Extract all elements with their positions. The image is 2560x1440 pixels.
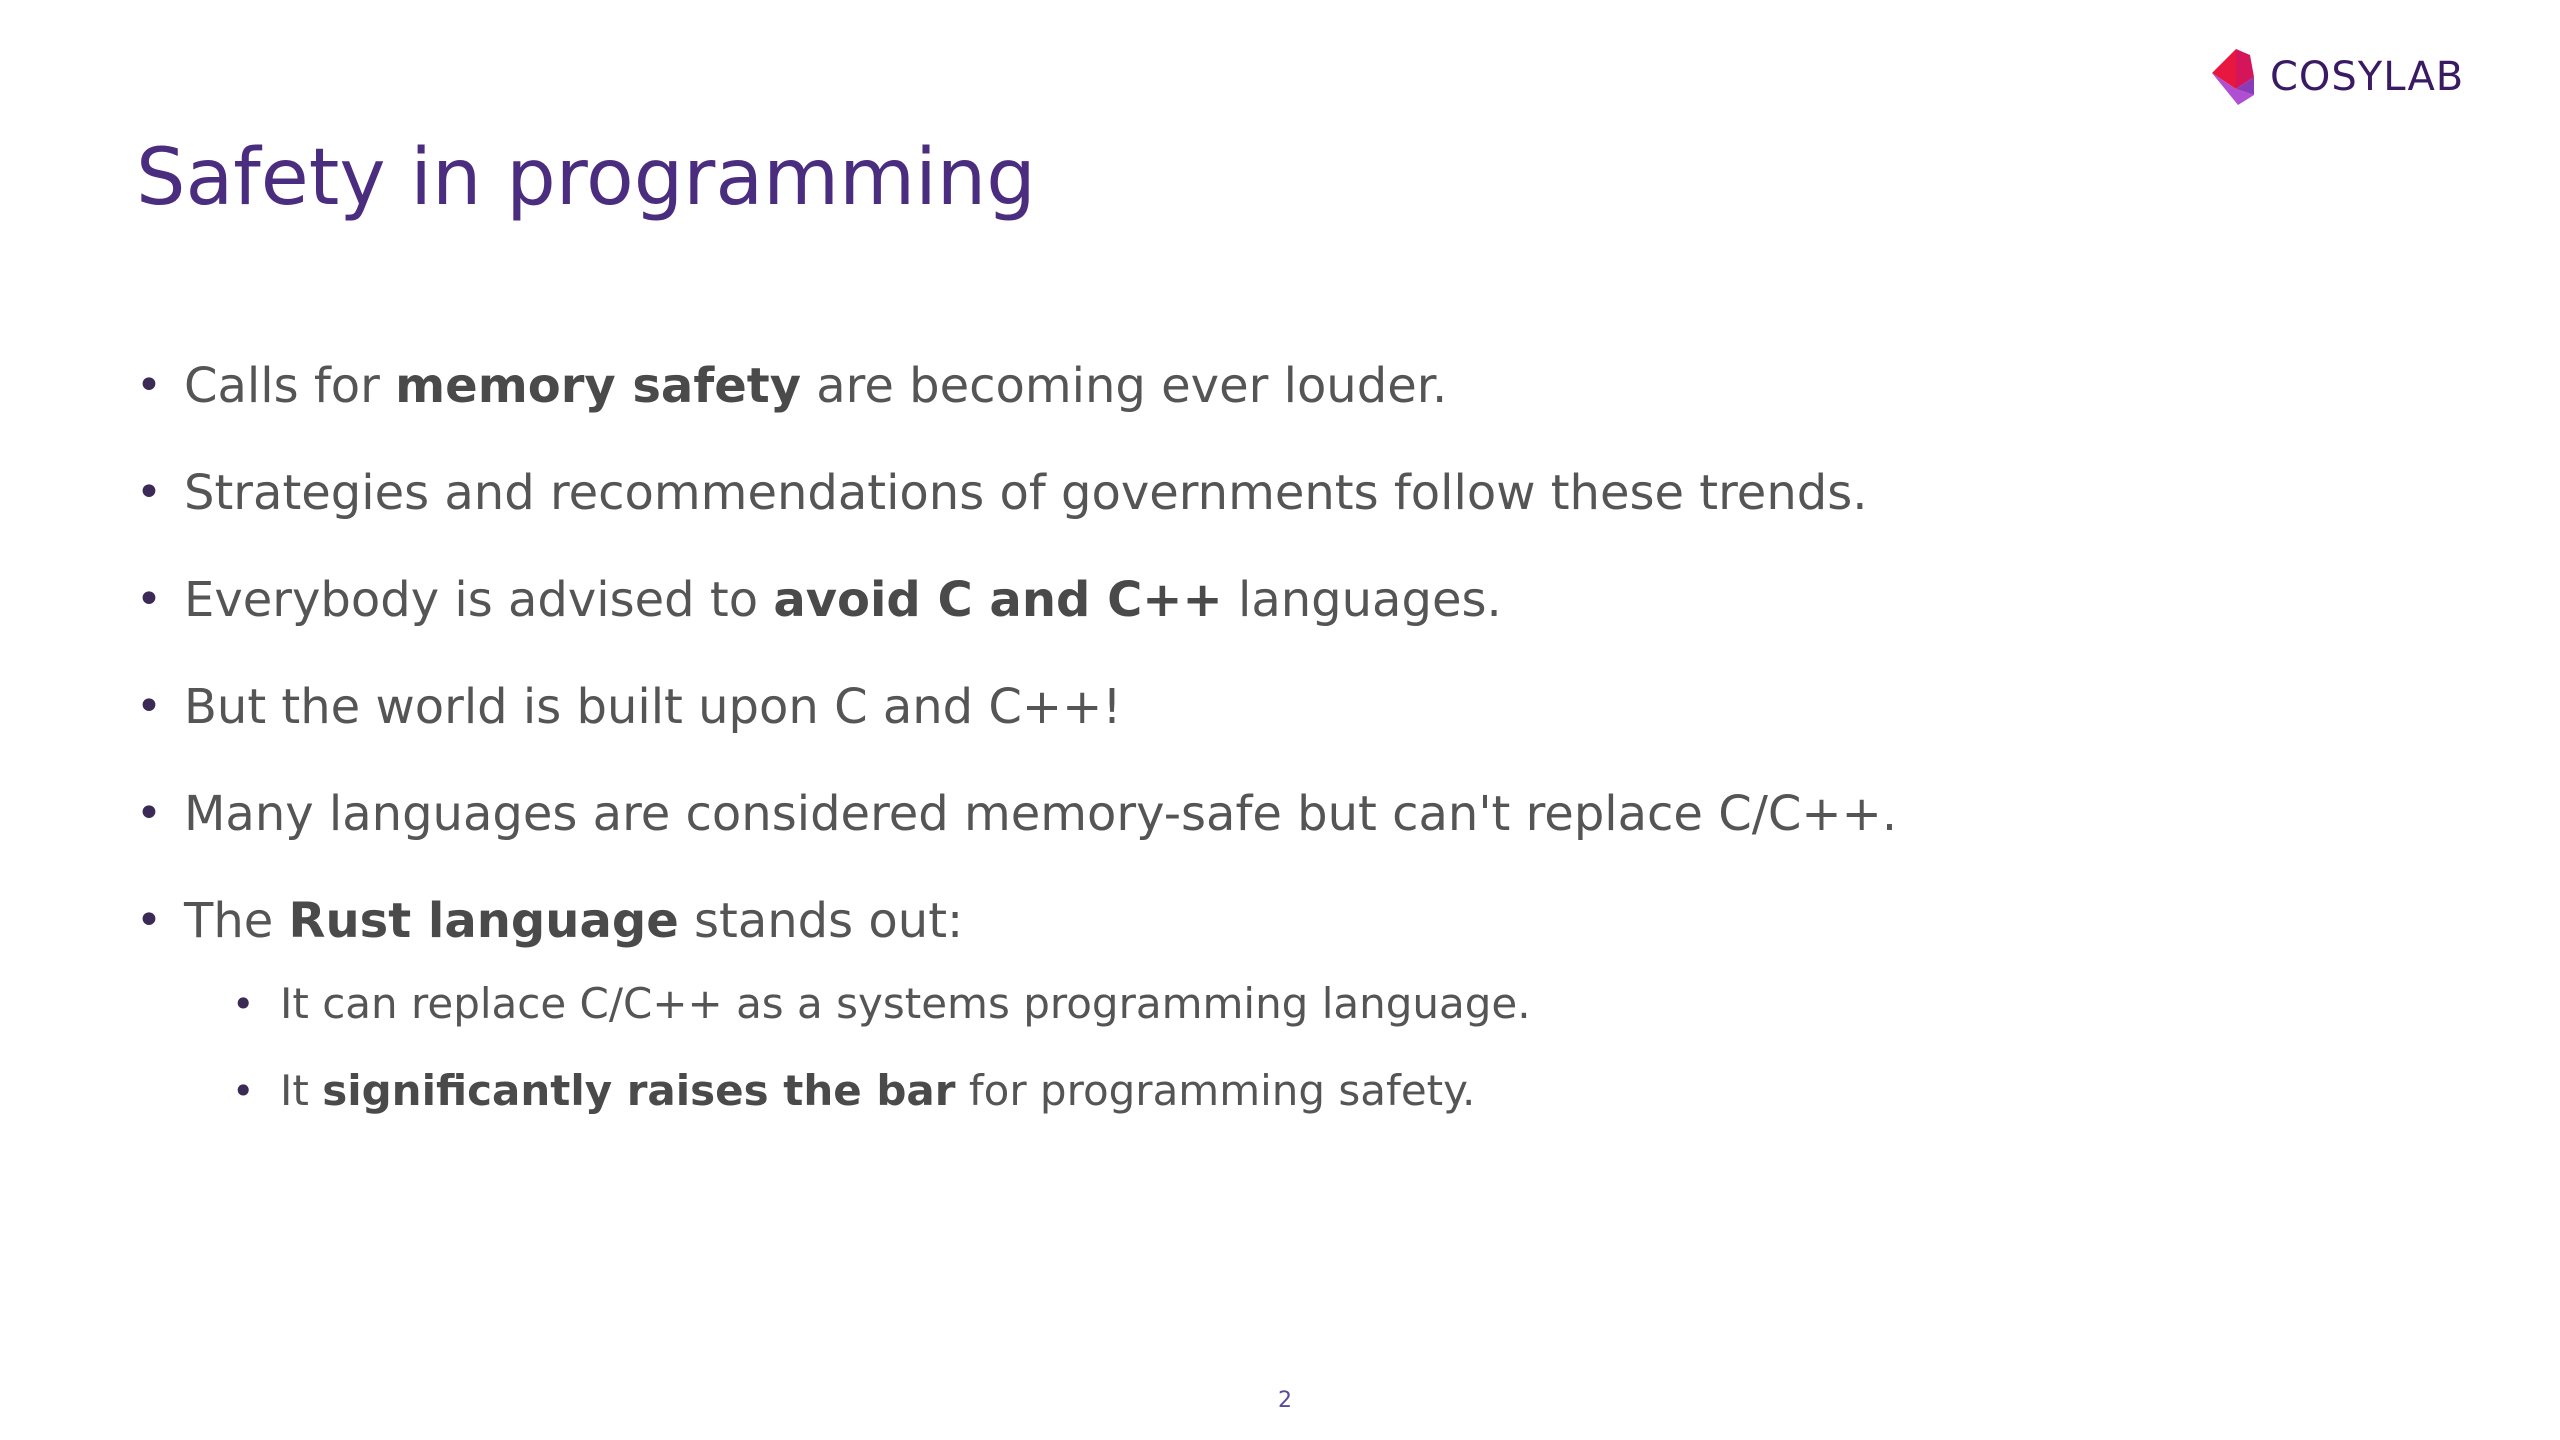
sub-bullet-container [136, 974, 2436, 1121]
bullet-item: • Strategies and recommendations of governments follow these trends. [136, 459, 2436, 527]
cosylab-logo-icon [2210, 47, 2260, 107]
page-number: 2 [1278, 1388, 1292, 1413]
sub-bullet-item: • It significantly raises the bar for programming safety. [232, 1061, 2436, 1121]
logo-text: COSYLAB [2270, 54, 2465, 100]
bullet-list [136, 352, 2436, 1148]
sub-bullet-list [232, 974, 2436, 1121]
bullet-item: • Everybody is advised to avoid C and C++ languages. [136, 566, 2436, 634]
slide-title: Safety in programming [136, 133, 1036, 223]
bullet-item: • The Rust language stands out: [136, 887, 2436, 955]
sub-bullet-item: • It can replace C/C++ as a systems programming language. [232, 974, 2436, 1034]
bullet-item: • But the world is built upon C and C++! [136, 673, 2436, 741]
bullet-item: • Many languages are considered memory-safe but can't replace C/C++. [136, 780, 2436, 848]
bullet-item: • Calls for memory safety are becoming ever louder. [136, 352, 2436, 420]
cosylab-logo [2210, 46, 2464, 108]
